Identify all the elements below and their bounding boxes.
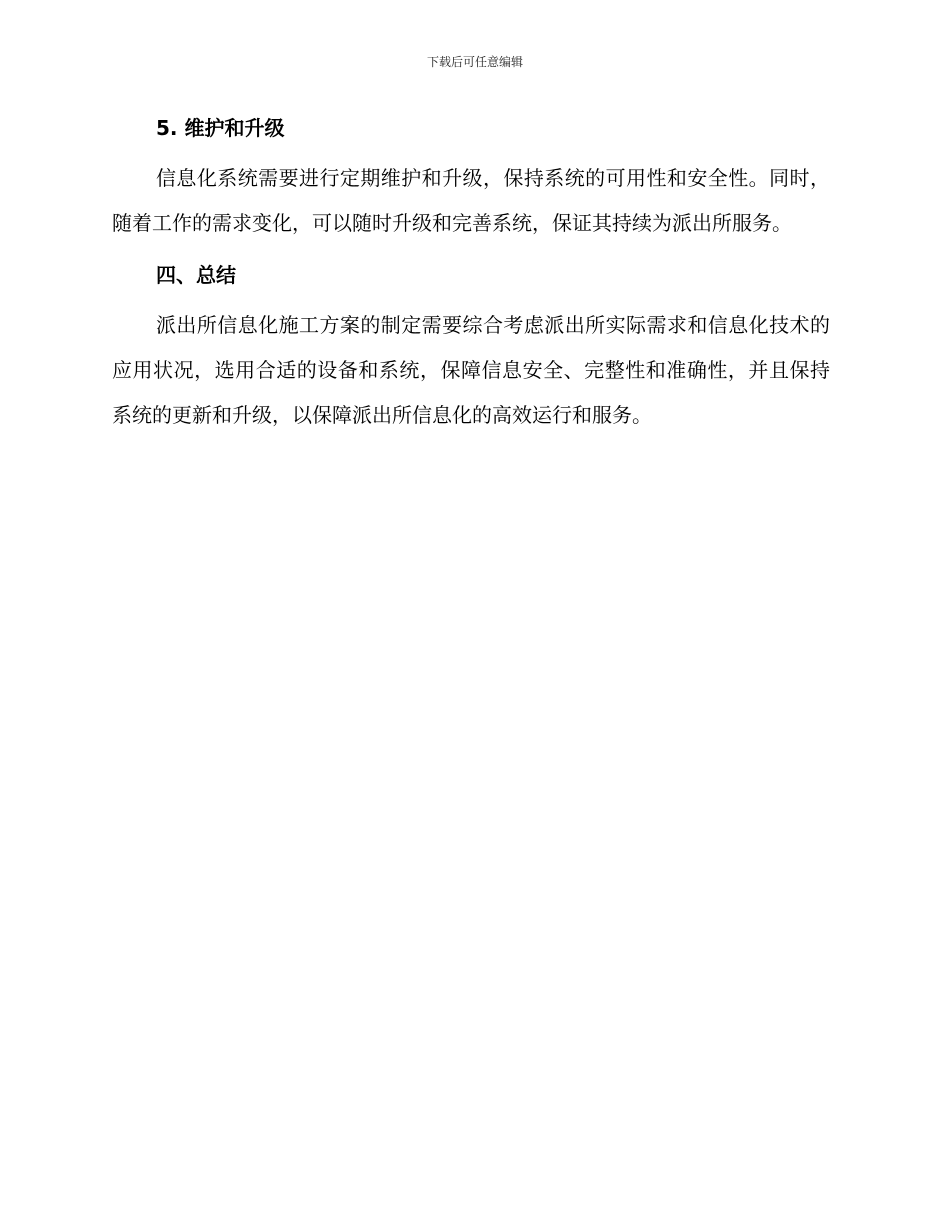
document-body (112, 112, 830, 438)
page-header: 下载后可任意编辑 (426, 55, 523, 69)
section-paragraph-maintenance: 信息化系统需要进行定期维护和升级，保持系统的可用性和安全性。同时，随着工作的需求变化，可以随时升级和完善系统，保证其持续为派出所服务。 (112, 166, 830, 235)
section-heading-maintenance: 5. 维护和升级 (156, 116, 285, 140)
section-heading-summary: 四、总结 (156, 263, 236, 287)
section-paragraph-summary: 派出所信息化施工方案的制定需要综合考虑派出所实际需求和信息化技术的应用状况，选用合适的设备和系统，保障信息安全、完整性和准确性，并且保持系统的更新和升级，以保障派出所信息化的高效运行和服务。 (112, 313, 830, 427)
